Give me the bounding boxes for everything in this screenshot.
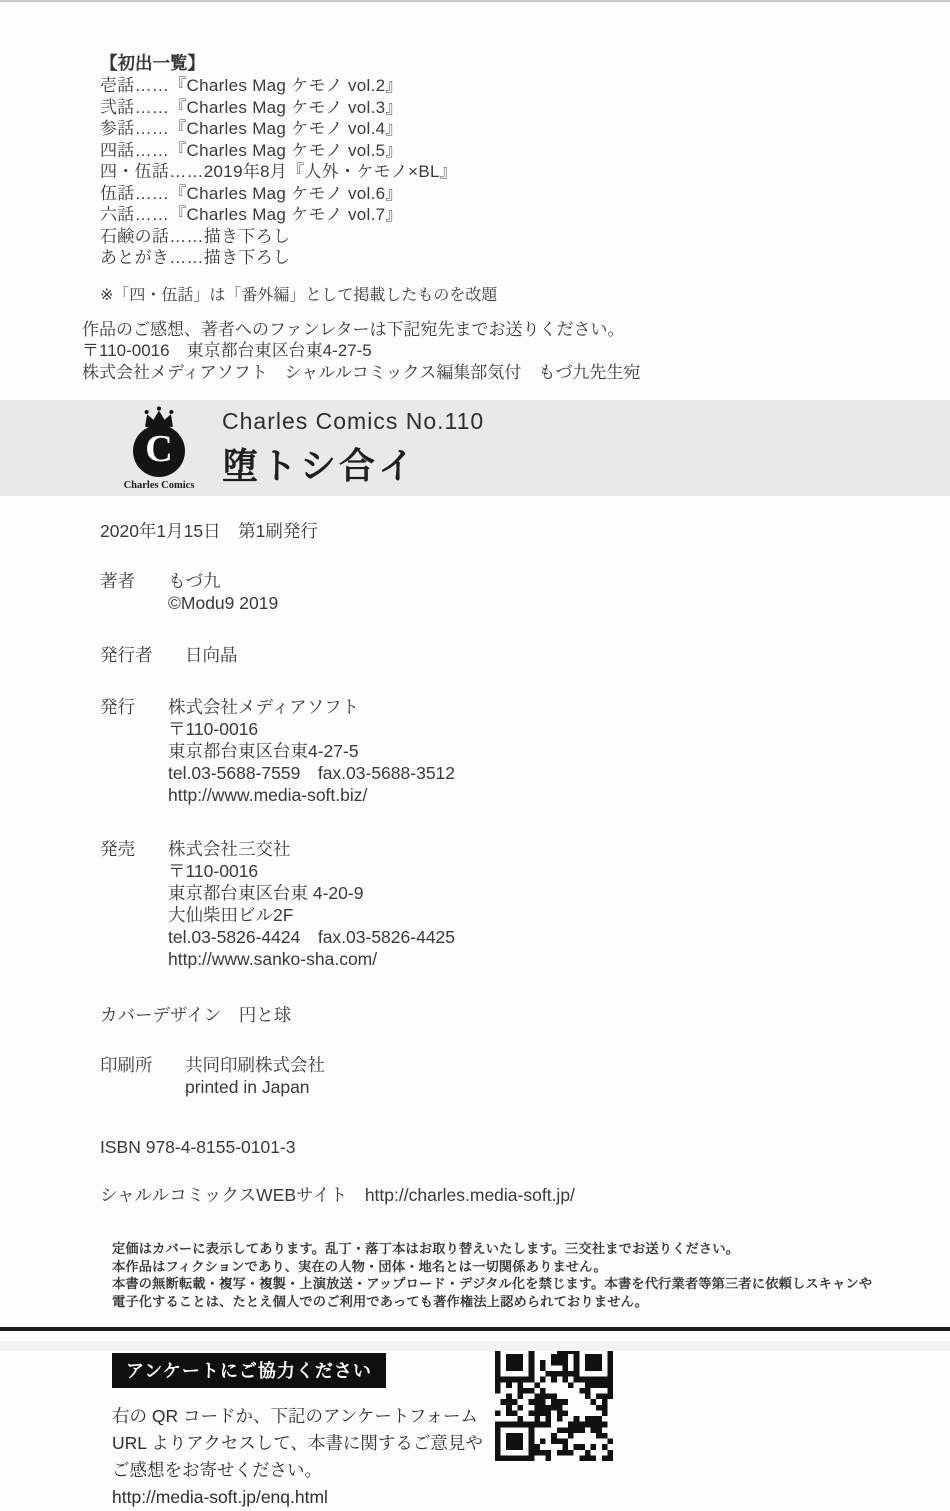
print-date: 2020年1月15日 第1刷発行 xyxy=(100,521,318,541)
first-publication-item: 伍話……『Charles Mag ケモノ vol.6』 xyxy=(100,183,403,203)
printer-label: 印刷所 xyxy=(100,1055,153,1075)
logo-letter: C xyxy=(145,428,173,470)
survey-heading: アンケートにご協力ください xyxy=(112,1353,386,1388)
printer-block xyxy=(100,1054,950,1098)
author-label: 著者 xyxy=(100,571,135,591)
survey-section xyxy=(0,1331,950,1511)
first-publication-item: 四話……『Charles Mag ケモノ vol.5』 xyxy=(100,140,403,160)
fan-letter-intro: 作品のご感想、著者へのファンレターは下記宛先までお送りください。 xyxy=(82,319,625,339)
book-title: 堕トシ合イ xyxy=(222,444,418,486)
page-top-edge xyxy=(0,0,950,2)
survey-line: 右の QR コードか、下記のアンケートフォーム xyxy=(112,1406,479,1427)
qr-code-icon xyxy=(495,1343,613,1461)
first-publication-item: あとがき……描き下ろし xyxy=(100,248,291,267)
retitle-note: ※「四・伍話」は「番外編」として掲載したものを改題 xyxy=(100,286,498,304)
first-publication-item: 六話……『Charles Mag ケモノ vol.7』 xyxy=(100,205,403,224)
cover-design-credit: カバーデザイン 円と球 xyxy=(100,1005,292,1025)
distribution-postal: 〒110-0016 xyxy=(168,861,259,881)
legal-line: 定価はカバーに表示してあります。乱丁・落丁本はお取り替えいたします。三交社までお送りください。 xyxy=(112,1241,740,1256)
publishing-address: 東京都台東区台東4-27-5 xyxy=(168,741,359,761)
legal-line: 電子化することは、たとえ個人でのご利用であっても著作権法上認められておりません。 xyxy=(112,1293,649,1309)
publishing-url: http://www.media-soft.biz/ xyxy=(168,785,368,805)
legal-notice-section xyxy=(0,1206,950,1310)
publisher-name: 日向晶 xyxy=(185,645,238,665)
distribution-building: 大仙柴田ビル2F xyxy=(168,905,294,925)
survey-line: URL よりアクセスして、本書に関するご意見や xyxy=(112,1433,483,1454)
first-publication-item: 弐話……『Charles Mag ケモノ vol.3』 xyxy=(100,97,403,117)
first-publication-item: 石鹸の話……描き下ろし xyxy=(100,226,291,246)
author-name: もづ九 xyxy=(168,571,221,591)
publishing-label: 発行 xyxy=(100,697,135,717)
survey-line: ご感想をお寄せください。 xyxy=(112,1460,322,1481)
colophon-section xyxy=(0,520,950,1206)
publisher-block xyxy=(100,644,950,666)
crown-icon xyxy=(140,406,178,428)
printer-name: 共同印刷株式会社 xyxy=(185,1055,325,1075)
charles-comics-logo xyxy=(120,406,198,491)
legal-line: 本書の無断転載・複写・複製・上演放送・アップロード・デジタル化を禁じます。本書を代行業者等第三者に依頼しスキャンや xyxy=(112,1276,873,1292)
first-publication-heading: 【初出一覧】 xyxy=(100,53,205,73)
survey-line: http://media-soft.jp/enq.html xyxy=(112,1487,328,1508)
fan-letter-recipient: 株式会社メディアソフト シャルルコミックス編集部気付 もづ九先生宛 xyxy=(82,362,641,382)
logo-circle xyxy=(133,425,185,477)
printed-in: printed in Japan xyxy=(185,1077,310,1097)
official-website: シャルルコミックスWEBサイト http://charles.media-soft.jp/ xyxy=(100,1185,575,1205)
publisher-label: 発行者 xyxy=(100,645,153,665)
first-publication-item: 壱話……『Charles Mag ケモノ vol.2』 xyxy=(100,76,403,95)
first-publication-item: 参話……『Charles Mag ケモノ vol.4』 xyxy=(100,119,403,138)
banner-text xyxy=(222,408,484,489)
fan-letter-postal-address: 〒110-0016 東京都台東区台東4-27-5 xyxy=(82,341,372,360)
first-publication-section xyxy=(0,0,950,305)
page-bottom-edge xyxy=(0,1341,950,1351)
publishing-tel-fax: tel.03-5688-7559 fax.03-5688-3512 xyxy=(168,763,456,783)
distribution-company: 株式会社三交社 xyxy=(168,839,291,859)
distribution-label: 発売 xyxy=(100,839,135,859)
isbn: ISBN 978-4-8155-0101-3 xyxy=(100,1137,296,1157)
copyright-notice: ©Modu9 2019 xyxy=(168,593,279,613)
fan-letter-section xyxy=(0,305,950,384)
author-block xyxy=(100,570,950,614)
series-banner xyxy=(0,400,950,496)
first-publication-item: 四・伍話……2019年8月『人外・ケモノ×BL』 xyxy=(100,162,458,181)
distribution-url: http://www.sanko-sha.com/ xyxy=(168,949,378,969)
logo-wordmark: Charles Comics xyxy=(123,479,195,491)
series-number: Charles Comics No.110 xyxy=(222,407,485,434)
legal-line: 本作品はフィクションであり、実在の人物・団体・地名とは一切関係ありません。 xyxy=(112,1258,607,1274)
distribution-address: 東京都台東区台東 4-20-9 xyxy=(168,883,364,903)
publishing-company: 株式会社メディアソフト xyxy=(168,697,360,717)
distribution-company-block xyxy=(100,838,950,970)
distribution-tel-fax: tel.03-5826-4424 fax.03-5826-4425 xyxy=(168,927,456,947)
publishing-company-block xyxy=(100,696,950,806)
publishing-postal: 〒110-0016 xyxy=(168,719,259,739)
